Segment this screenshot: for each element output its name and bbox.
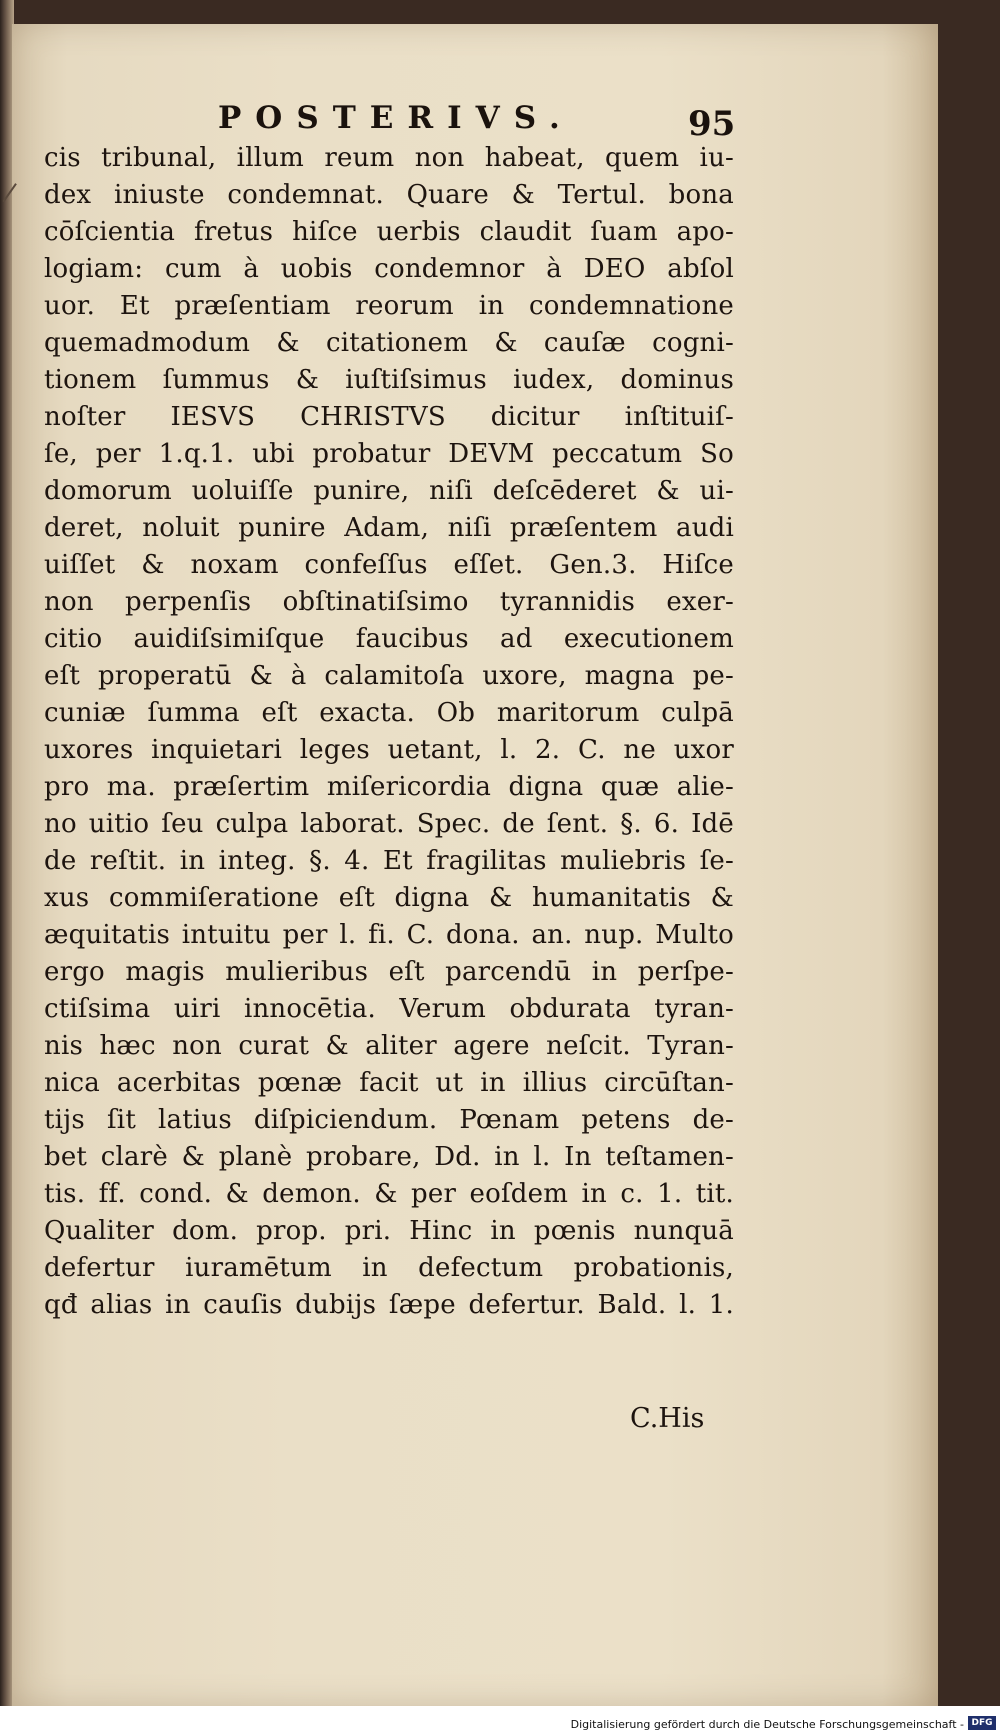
text-line: non perpenſis obſtinatiſsimo tyrannidis exer- <box>44 587 734 617</box>
text-line: uor. Et præſentiam reorum in condemnatione <box>44 291 734 321</box>
text-line: logiam: cum à uobis condemnor à DEO abſol <box>44 254 734 284</box>
text-block <box>44 140 734 1324</box>
page-number: 95 <box>688 104 736 144</box>
text-line: quemadmodum & citationem & cauſæ cogni- <box>44 328 734 358</box>
running-head: POSTERIVS. <box>218 100 574 136</box>
text-line: ergo magis mulieribus eſt parcendū in perſpe- <box>44 957 734 987</box>
text-line: deret, noluit punire Adam, niſi præſentem audi <box>44 513 734 543</box>
text-line: ctiſsima uiri innocētia. Verum obdurata tyran- <box>44 994 734 1024</box>
text-line: tijs ſit latius diſpiciendum. Pœnam petens de- <box>44 1105 734 1135</box>
text-line: tis. ff. cond. & demon. & per eoſdem in c. 1. tit. <box>44 1179 734 1209</box>
text-line: noſter IESVS CHRISTVS dicitur inſtituiſ- <box>44 402 734 432</box>
text-line: uiſſet & noxam confeſſus eſſet. Gen.3. Hiſce <box>44 550 734 580</box>
text-line: bet clarè & planè probare, Dd. in l. In teſtamen- <box>44 1142 734 1172</box>
text-line: eſt properatū & à calamitoſa uxore, magna pe- <box>44 661 734 691</box>
text-line: uxores inquietari leges uetant, l. 2. C. ne uxor <box>44 735 734 765</box>
text-line: ſe, per 1.q.1. ubi probatur DEVM peccatum So <box>44 439 734 469</box>
text-line: cōſcientia fretus hiſce uerbis claudit ſuam apo- <box>44 217 734 247</box>
text-line: nis hæc non curat & aliter agere neſcit. Tyran- <box>44 1031 734 1061</box>
text-line: qđ alias in cauſis dubijs ſæpe defertur. Bald. l. 1. <box>44 1290 734 1320</box>
text-line: de reſtit. in integ. §. 4. Et fragilitas muliebris ſe- <box>44 846 734 876</box>
text-line: no uitio ſeu culpa laborat. Spec. de ſent. §. 6. Idē <box>44 809 734 839</box>
funding-notice: Digitalisierung gefördert durch die Deutsche Forschungsgemeinschaft - <box>570 1718 964 1731</box>
text-line: domorum uoluiſſe punire, niſi deſcēderet & ui- <box>44 476 734 506</box>
text-line: nica acerbitas pœnæ facit ut in illius circūſtan- <box>44 1068 734 1098</box>
text-line: cis tribunal, illum reum non habeat, quem iu- <box>44 143 734 173</box>
text-line: defertur iuramētum in defectum probationis, <box>44 1253 734 1283</box>
text-line: dex iniuste condemnat. Quare & Tertul. bona <box>44 180 734 210</box>
catchword: C.His <box>630 1403 705 1434</box>
text-line: tionem ſummus & iuſtiſsimus iudex, dominus <box>44 365 734 395</box>
text-line: xus commiſeratione eſt digna & humanitatis & <box>44 883 734 913</box>
dfg-logo: DFG <box>968 1716 996 1730</box>
text-line: citio auidiſsimiſque faucibus ad executionem <box>44 624 734 654</box>
text-line: Qualiter dom. prop. pri. Hinc in pœnis nunquā <box>44 1216 734 1246</box>
text-line: pro ma. præſertim miſericordia digna quæ alie- <box>44 772 734 802</box>
text-line: æquitatis intuitu per l. fi. C. dona. an. nup. Multo <box>44 920 734 950</box>
text-line: cuniæ ſumma eſt exacta. Ob maritorum culpā <box>44 698 734 728</box>
